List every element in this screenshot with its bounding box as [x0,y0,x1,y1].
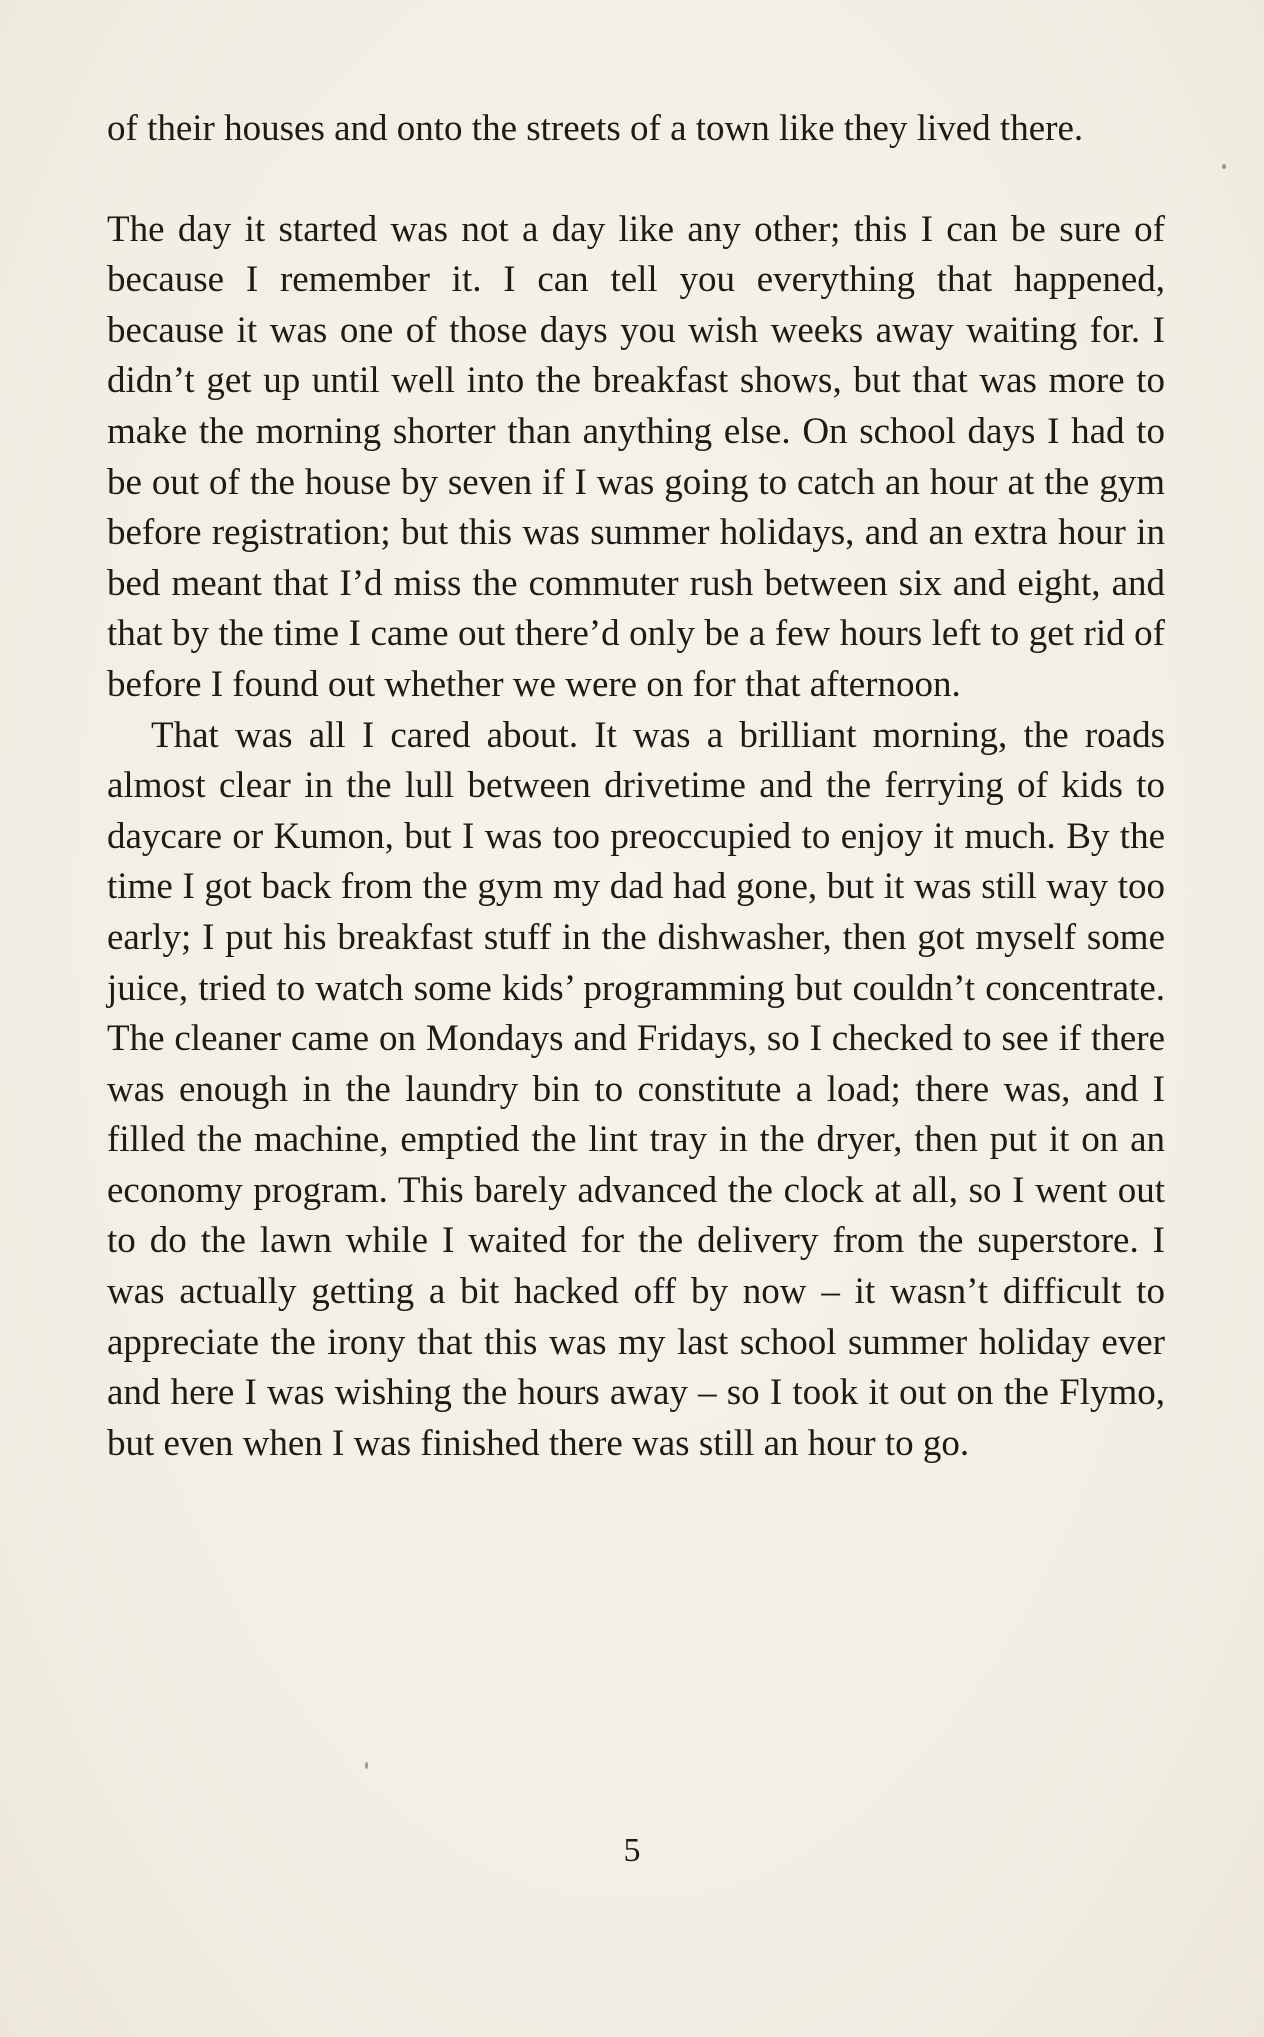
paragraph-brilliant-morning: That was all I cared about. It was a brilliant morning, the roads almost clear in the lull between drivetime and the ferrying of kids to daycare or Kumon, but I was too preoccupied to enjoy it much. By the time I got back from the gym my dad had gone, but it was still way too early; I put his breakfast stuff in the dishwasher, then got myself some juice, tried to watch some kids’ programming but couldn’t concentrate. The cleaner came on Mondays and Fridays, so I checked to see if there was enough in the laundry bin to constitute a load; there was, and I filled the machine, emptied the lint tray in the dryer, then put it on an economy program. This barely advanced the clock at all, so I went out to do the lawn while I waited for the delivery from the superstore. I was actually getting a bit hacked off by now – it wasn’t difficult to appreciate the irony that this was my last school summer holiday ever and here I was wishing the hours away – so I took it out on the Flymo, but even when I was finished there was still an hour to go. [107,714,1165,1464]
paper-speck [1222,164,1226,169]
body-text [107,104,1165,1469]
page-number: 5 [623,1832,641,1869]
paragraph-day-started: The day it started was not a day like any other; this I can be sure of because I remember it. I can tell you everything that happened, because it was one of those days you wish weeks away waiting for. I didn’t get up until well into the breakfast shows, but that was more to make the morning shorter than anything else. On school days I had to be out of the house by seven if I was going to catch an hour at the gym before registration; but this was summer holidays, and an extra hour in bed meant that I’d miss the commuter rush between six and eight, and that by the time I came out there’d only be a few hours left to get rid of before I found out whether we were on for that afternoon. [107,208,1165,705]
paragraph-continued: of their houses and onto the streets of a town like they lived there. [107,108,1084,149]
paper-speck [365,1762,368,1769]
